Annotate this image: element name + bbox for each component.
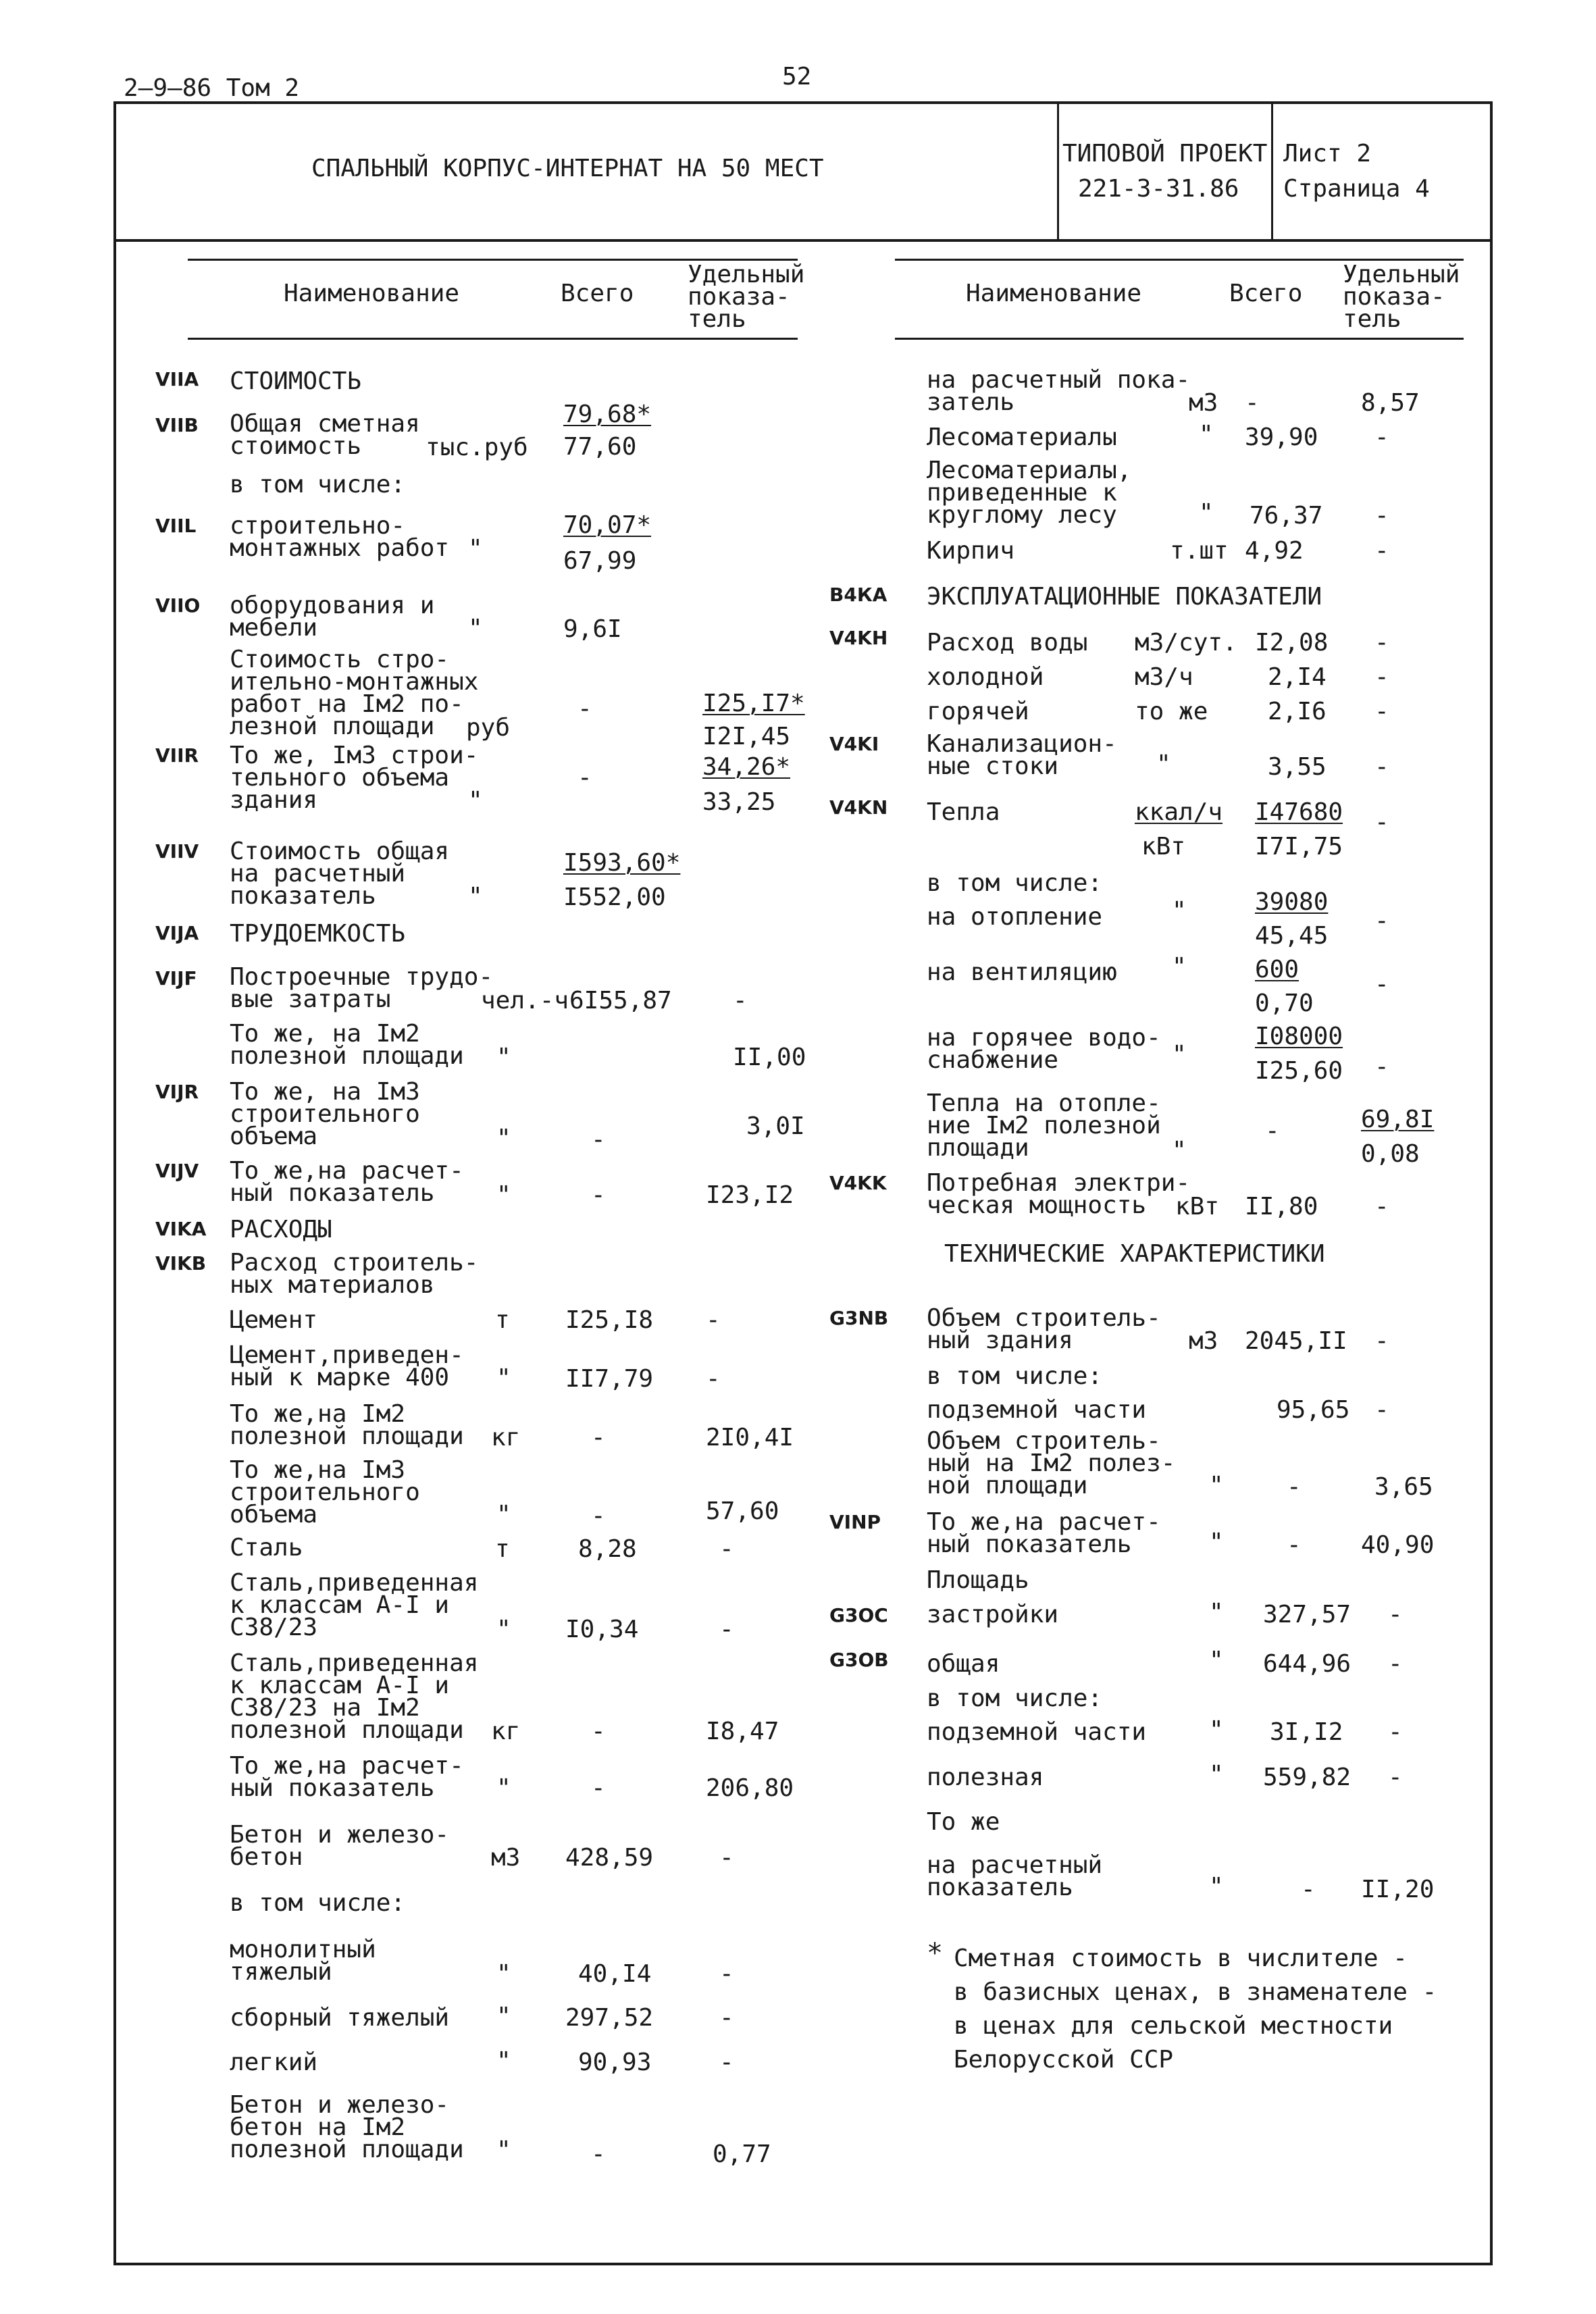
title-block-bottom-line (113, 239, 1493, 242)
value-total: 2,I6 (1268, 698, 1327, 725)
row-name: Сталь (230, 1534, 303, 1562)
value-specific: - (1374, 753, 1389, 781)
value-total: 40,I4 (578, 1960, 652, 1988)
row-unit: " (1209, 1528, 1224, 1556)
value-specific: - (1374, 1327, 1389, 1355)
value-specific: - (733, 987, 748, 1014)
row-unit: " (1209, 1761, 1224, 1789)
row-unit: " (496, 2136, 511, 2164)
value-total: - (1287, 1473, 1302, 1501)
value-specific: - (1388, 1718, 1403, 1746)
value-specific: - (1374, 698, 1389, 725)
row-unit: " (1172, 1041, 1187, 1069)
value-specific: I8,47 (706, 1718, 779, 1745)
value-denominator: I25,60 (1255, 1057, 1343, 1085)
row-unit: " (1199, 499, 1214, 527)
value-specific: 8,57 (1361, 389, 1420, 417)
row-unit: " (496, 1125, 511, 1152)
value-specific: - (706, 1306, 721, 1334)
row-name: на отопление (927, 903, 1103, 931)
row-name: в том числе: (230, 471, 406, 498)
row-name: Сталь,приведенная к классам А-I и С38/23 на Iм2 полезной площади (230, 1649, 479, 1744)
value-specific: - (1374, 423, 1389, 451)
row-name: Построечные трудо- вые затраты (230, 963, 494, 1013)
document-title: СПАЛЬНЫЙ КОРПУС-ИНТЕРНАТ НА 50 МЕСТ (311, 155, 824, 182)
value-total: 644,96 (1263, 1650, 1352, 1678)
value-specific: - (1374, 971, 1389, 998)
row-unit: м3 (1189, 389, 1218, 417)
row-code: VIIL (155, 515, 197, 537)
value-denominator: 77,60 (563, 433, 637, 461)
row-unit: " (468, 787, 483, 815)
value-specific: - (719, 1960, 734, 1988)
row-name: на расчетный показатель (927, 1851, 1103, 1901)
row-name: Стоимость стро- ительно-монтажных работ на Iм2 по- лезной площади (230, 646, 479, 740)
right-header-bottom-line (895, 338, 1464, 340)
value-total: - (591, 1424, 606, 1451)
row-code: В4КА (829, 584, 887, 606)
value-total: 76,37 (1250, 502, 1323, 530)
value-specific: - (719, 1844, 734, 1872)
value-specific: - (1388, 1601, 1403, 1628)
row-unit: кВт (1175, 1193, 1220, 1220)
value-total: II7,79 (565, 1365, 654, 1393)
footnote-line: Сметная стоимость в числителе - (954, 1945, 1408, 1972)
row-name: сборный тяжелый (230, 2004, 450, 2032)
value-specific: - (1374, 663, 1389, 691)
value-total: II,80 (1245, 1193, 1318, 1220)
row-unit: " (1199, 421, 1214, 448)
row-code: VIJR (155, 1081, 199, 1103)
value-total: 559,82 (1263, 1764, 1352, 1791)
row-name: Расход строитель- ных материалов (230, 1249, 479, 1299)
left-header-total: Всего (561, 280, 634, 307)
value-denominator: I2I,45 (702, 723, 791, 750)
footnote-line: в базисных ценах, в знаменателе - (954, 1978, 1437, 2006)
value-specific: 0,77 (713, 2140, 771, 2168)
row-name: на вентиляцию (927, 958, 1117, 986)
value-specific: 57,60 (706, 1497, 779, 1525)
value-total: - (591, 1126, 606, 1154)
value-denominator: 33,25 (702, 788, 776, 816)
row-name: Сталь,приведенная к классам А-I и С38/23 (230, 1569, 479, 1641)
value-total: 3I,I2 (1270, 1718, 1343, 1746)
value-total: - (1301, 1876, 1316, 1903)
row-unit: т (495, 1306, 510, 1334)
row-code: V4KH (829, 627, 888, 649)
page-label: Страница 4 (1283, 175, 1430, 203)
row-name: в том числе: (230, 1889, 406, 1917)
row-unit: " (496, 1181, 511, 1209)
row-name: в том числе: (927, 869, 1103, 897)
value-total: 39,90 (1245, 423, 1318, 451)
value-specific: - (1374, 907, 1389, 935)
page-number: 52 (782, 63, 812, 91)
unit-numerator: ккал/ч (1135, 798, 1223, 826)
value-denominator: I7I,75 (1255, 833, 1343, 860)
row-name: Тепла на отопле- ние Iм2 полезной площади (927, 1089, 1161, 1162)
row-name: То же, на Iм2 полезной площади (230, 1020, 464, 1070)
value-total: I2,08 (1255, 629, 1329, 657)
value-specific: - (1374, 1396, 1389, 1424)
row-name: Площадь (927, 1566, 1029, 1594)
row-unit: " (496, 2003, 511, 2030)
row-name: легкий (230, 2049, 318, 2076)
right-header-specific: Удельный показа- тель (1343, 261, 1460, 333)
value-specific: - (1374, 808, 1389, 836)
row-name: полезная (927, 1764, 1044, 1791)
section-heading: ЭКСПЛУАТАЦИОННЫЕ ПОКАЗАТЕЛИ (927, 583, 1322, 611)
row-code: VIJF (155, 967, 197, 989)
value-total: - (1287, 1531, 1302, 1559)
row-name: То же, Iм3 строи- тельного объема здания (230, 742, 479, 814)
value-total: 95,65 (1277, 1396, 1350, 1424)
footnote-line: в ценах для сельской местности (954, 2012, 1393, 2040)
row-name: холодной (927, 663, 1044, 691)
value-total: 8,28 (578, 1535, 637, 1563)
value-specific: - (1374, 502, 1389, 530)
row-name: застройки (927, 1601, 1059, 1628)
row-name: оборудования и мебели (230, 592, 435, 642)
value-numerator: I25,I7* (702, 690, 805, 717)
value-numerator: 70,07* (563, 511, 652, 539)
row-name: РАСХОДЫ (230, 1216, 332, 1243)
value-total: 6I55,87 (569, 987, 672, 1014)
row-code: VIIO (155, 594, 201, 617)
row-unit: " (468, 535, 483, 563)
row-name: Объем строитель- ный здания (927, 1304, 1161, 1354)
row-code: VIIR (155, 744, 199, 767)
value-total: 90,93 (578, 2049, 652, 2076)
value-total: - (591, 2140, 606, 2168)
value-denominator: I552,00 (563, 883, 666, 911)
value-total: 4,92 (1245, 537, 1304, 565)
value-total: - (1265, 1117, 1280, 1145)
value-numerator: 600 (1255, 956, 1299, 983)
value-total: - (591, 1181, 606, 1209)
row-code: G3OC (829, 1604, 888, 1626)
project-number: 221-3-31.86 (1078, 175, 1239, 203)
row-name: на расчетный пока- затель (927, 366, 1191, 416)
row-code: VIIV (155, 840, 199, 863)
value-total: - (577, 764, 592, 792)
value-total: 2,I4 (1268, 663, 1327, 691)
row-name: То же,на расчет- ный показатель (230, 1157, 464, 1207)
row-unit: кг (491, 1424, 521, 1451)
value-specific: - (719, 2004, 734, 2032)
row-unit: " (1209, 1599, 1224, 1626)
row-unit: " (1172, 1137, 1187, 1164)
row-name: Канализацион- ные стоки (927, 730, 1117, 780)
row-unit: " (496, 1364, 511, 1392)
value-specific: - (719, 2049, 734, 2076)
value-numerator: I593,60* (563, 849, 681, 877)
footnote-mark: * (927, 1938, 944, 1969)
row-code: G3NB (829, 1307, 889, 1329)
value-specific: I23,I2 (706, 1181, 794, 1209)
value-numerator: I08000 (1255, 1023, 1343, 1050)
row-name: в том числе: (927, 1362, 1103, 1390)
value-specific: - (1374, 1053, 1389, 1081)
row-unit: руб (466, 714, 511, 742)
value-specific: - (1374, 629, 1389, 657)
footnote-line: Белорусской ССР (954, 2046, 1174, 2074)
value-specific: 3,65 (1374, 1473, 1433, 1501)
value-total: - (591, 1774, 606, 1802)
left-header-specific: Удельный показа- тель (688, 261, 805, 333)
value-total: - (591, 1502, 606, 1530)
row-unit: т (495, 1535, 510, 1563)
value-specific: II,00 (733, 1044, 806, 1071)
row-name: То же,на Iм3 строительного объема (230, 1456, 420, 1528)
row-unit: " (1209, 1873, 1224, 1901)
right-header-total: Всего (1229, 280, 1303, 307)
value-total: - (577, 695, 592, 723)
value-total: I25,I8 (565, 1306, 654, 1334)
row-unit: м3/сут. (1135, 629, 1237, 657)
row-code: VIKB (155, 1252, 207, 1275)
title-block-divider-2 (1271, 101, 1273, 240)
row-unit: кг (491, 1718, 521, 1745)
project-label: ТИПОВОЙ ПРОЕКТ (1062, 140, 1268, 168)
value-total: 428,59 (565, 1844, 654, 1872)
row-name: Тепла (927, 798, 1000, 826)
row-unit: м3 (1189, 1327, 1218, 1355)
row-name: То же,на расчет- ный показатель (230, 1752, 464, 1802)
value-numerator: 79,68* (563, 401, 652, 428)
row-name: в том числе: (927, 1685, 1103, 1712)
value-numerator: I47680 (1255, 798, 1343, 826)
value-specific: - (1388, 1764, 1403, 1791)
row-unit: " (1209, 1472, 1224, 1499)
row-unit: " (1172, 953, 1187, 981)
value-numerator: 39080 (1255, 888, 1329, 916)
value-total: 2045,II (1245, 1327, 1347, 1355)
row-name: Лесоматериалы (927, 423, 1117, 451)
row-name: Цемент,приведен- ный к марке 400 (230, 1341, 464, 1391)
row-unit: чел.-ч (481, 987, 569, 1014)
row-code: VIJV (155, 1160, 199, 1182)
row-unit: " (496, 1774, 511, 1802)
value-specific: - (719, 1535, 734, 1563)
value-specific: 40,90 (1361, 1531, 1435, 1559)
row-name: СТОИМОСТЬ (230, 367, 362, 395)
value-specific: - (1374, 537, 1389, 565)
row-name: То же (927, 1808, 1000, 1836)
row-unit: " (496, 1616, 511, 1643)
value-specific: - (1374, 1193, 1389, 1220)
value-total: - (591, 1718, 606, 1745)
value-denominator: 67,99 (563, 547, 637, 575)
value-numerator: 69,8I (1361, 1106, 1435, 1133)
row-unit: " (496, 1960, 511, 1988)
row-code: VIKA (155, 1218, 207, 1240)
value-total: - (1245, 389, 1260, 417)
row-name: подземной части (927, 1718, 1147, 1746)
unit-denominator: кВт (1141, 833, 1186, 860)
row-code: VIJA (155, 922, 199, 944)
row-name: строительно- монтажных работ (230, 512, 450, 562)
row-name: горячей (927, 698, 1029, 725)
value-specific: 206,80 (706, 1774, 794, 1802)
row-code: V4KN (829, 796, 888, 819)
row-unit: " (496, 1501, 511, 1528)
row-code: VINP (829, 1511, 881, 1533)
row-name: подземной части (927, 1396, 1147, 1424)
row-name: То же, на Iм3 строительного объема (230, 1078, 420, 1150)
row-unit: м3/ч (1135, 663, 1193, 691)
row-unit: " (496, 2047, 511, 2075)
row-name: монолитный тяжелый (230, 1936, 376, 1986)
value-specific: - (719, 1616, 734, 1643)
value-total: 3,55 (1268, 753, 1327, 781)
row-name: Лесоматериалы, приведенные к круглому лесу (927, 457, 1132, 529)
value-total: I0,34 (565, 1616, 639, 1643)
row-unit: " (468, 883, 483, 910)
left-header-name: Наименование (284, 280, 460, 307)
row-name: То же,на Iм2 полезной площади (230, 1400, 464, 1450)
row-name: Потребная электри- ческая мощность (927, 1169, 1191, 1219)
row-name: Объем строитель- ный на Iм2 полез- ной площади (927, 1427, 1176, 1499)
row-name: на горячее водо- снабжение (927, 1024, 1161, 1074)
value-specific: II,20 (1361, 1876, 1435, 1903)
right-header-name: Наименование (966, 280, 1142, 307)
row-code: VIIA (155, 368, 199, 390)
row-name: Бетон и железо- бетон на Iм2 полезной площади (230, 2091, 464, 2163)
value-specific: - (706, 1365, 721, 1393)
section-heading: ТЕХНИЧЕСКИЕ ХАРАКТЕРИСТИКИ (944, 1240, 1325, 1268)
row-unit: т.шт (1170, 537, 1229, 565)
row-unit: " (1172, 897, 1187, 925)
row-name: Кирпич (927, 537, 1015, 565)
row-name: Расход воды (927, 629, 1088, 657)
row-name: Цемент (230, 1306, 318, 1334)
row-code: V4KK (829, 1172, 887, 1194)
value-specific: - (1388, 1650, 1403, 1678)
value-denominator: 0,70 (1255, 989, 1314, 1017)
row-name: Общая сметная стоимость (230, 410, 420, 460)
value-total: 327,57 (1263, 1601, 1352, 1628)
row-name: То же,на расчет- ный показатель (927, 1508, 1161, 1558)
row-name: Стоимость общая на расчетный показатель (230, 838, 450, 910)
row-name: ТРУДОЕМКОСТЬ (230, 920, 406, 948)
value-denominator: 45,45 (1255, 922, 1329, 950)
value-specific: 3,0I (746, 1112, 805, 1140)
value-total: 9,6I (563, 615, 622, 643)
value-total: 297,52 (565, 2004, 654, 2032)
row-unit: тыс.руб (426, 434, 528, 461)
value-specific: 2I0,4I (706, 1424, 794, 1451)
row-unit: то же (1135, 698, 1208, 725)
row-unit: " (1209, 1716, 1224, 1744)
row-unit: " (1209, 1647, 1224, 1674)
row-name: общая (927, 1650, 1000, 1678)
left-header-bottom-line (188, 338, 798, 340)
row-unit: " (468, 615, 483, 642)
title-block-divider-1 (1057, 101, 1059, 240)
row-code: G3OB (829, 1649, 889, 1671)
document-series: 2–9–86 Том 2 (124, 74, 300, 102)
row-unit: " (496, 1044, 511, 1071)
row-unit: " (1156, 750, 1171, 778)
value-numerator: 34,26* (702, 753, 791, 781)
row-code: VIIB (155, 414, 199, 436)
row-code: V4KI (829, 733, 879, 755)
row-unit: м3 (491, 1844, 521, 1872)
value-denominator: 0,08 (1361, 1140, 1420, 1168)
row-name: Бетон и железо- бетон (230, 1821, 450, 1871)
sheet-label: Лист 2 (1283, 140, 1372, 168)
